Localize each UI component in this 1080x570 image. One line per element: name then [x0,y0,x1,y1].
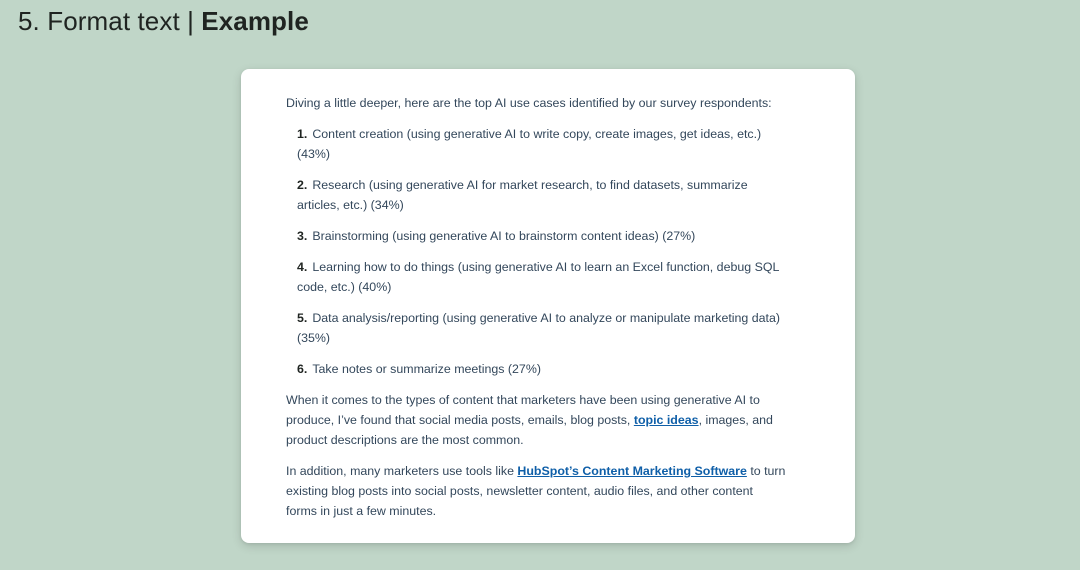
list-text: Take notes or summarize meetings (27%) [312,362,541,376]
slide-title-bold: Example [201,6,309,36]
intro-paragraph: Diving a little deeper, here are the top AI use cases identified by our survey respondents: [286,96,772,110]
list-text: Data analysis/reporting (using generative AI to analyze or manipulate marketing data) (35%) [297,311,781,345]
list-text: Brainstorming (using generative AI to brainstorm content ideas) (27%) [312,229,696,243]
paragraph-text: In addition, many marketers use tools like [286,464,518,478]
paragraph-text: to turn existing blog posts into social posts, newsletter content, audio files, and other content forms in just a few minutes. [286,464,786,518]
list-number: 4. [297,260,308,274]
list-item [297,257,787,297]
list-number: 1. [297,127,308,141]
list-text: Content creation (using generative AI to write copy, create images, get ideas, etc.) (43%) [297,127,762,161]
list-number: 3. [297,229,308,243]
list-item [297,175,787,215]
article-card [241,69,855,543]
tools-paragraph [286,461,787,521]
use-case-list [286,124,787,379]
topic-ideas-link[interactable]: topic ideas [633,413,699,427]
list-item [297,124,787,164]
slide-title-prefix: 5. Format text | [18,6,202,36]
list-number: 6. [297,362,308,376]
paragraph-text: , images, and product descriptions are the most common. [286,413,773,447]
content-marketing-software-link[interactable]: HubSpot’s Content Marketing Software [517,464,747,478]
content-types-paragraph [286,390,787,450]
list-item [297,308,787,348]
list-item [297,226,787,246]
paragraph-text: When it comes to the types of content that marketers have been using generative AI to produce, I’ve found that social media posts, emails, blog posts, [286,393,760,427]
list-number: 2. [297,178,308,192]
list-text: Learning how to do things (using generative AI to learn an Excel function, debug SQL code, etc.) (40%) [297,260,779,294]
list-text: Research (using generative AI for market research, to find datasets, summarize articles, etc.) (34%) [297,178,748,212]
list-number: 5. [297,311,308,325]
slide-title [18,6,309,37]
list-item [297,359,787,379]
